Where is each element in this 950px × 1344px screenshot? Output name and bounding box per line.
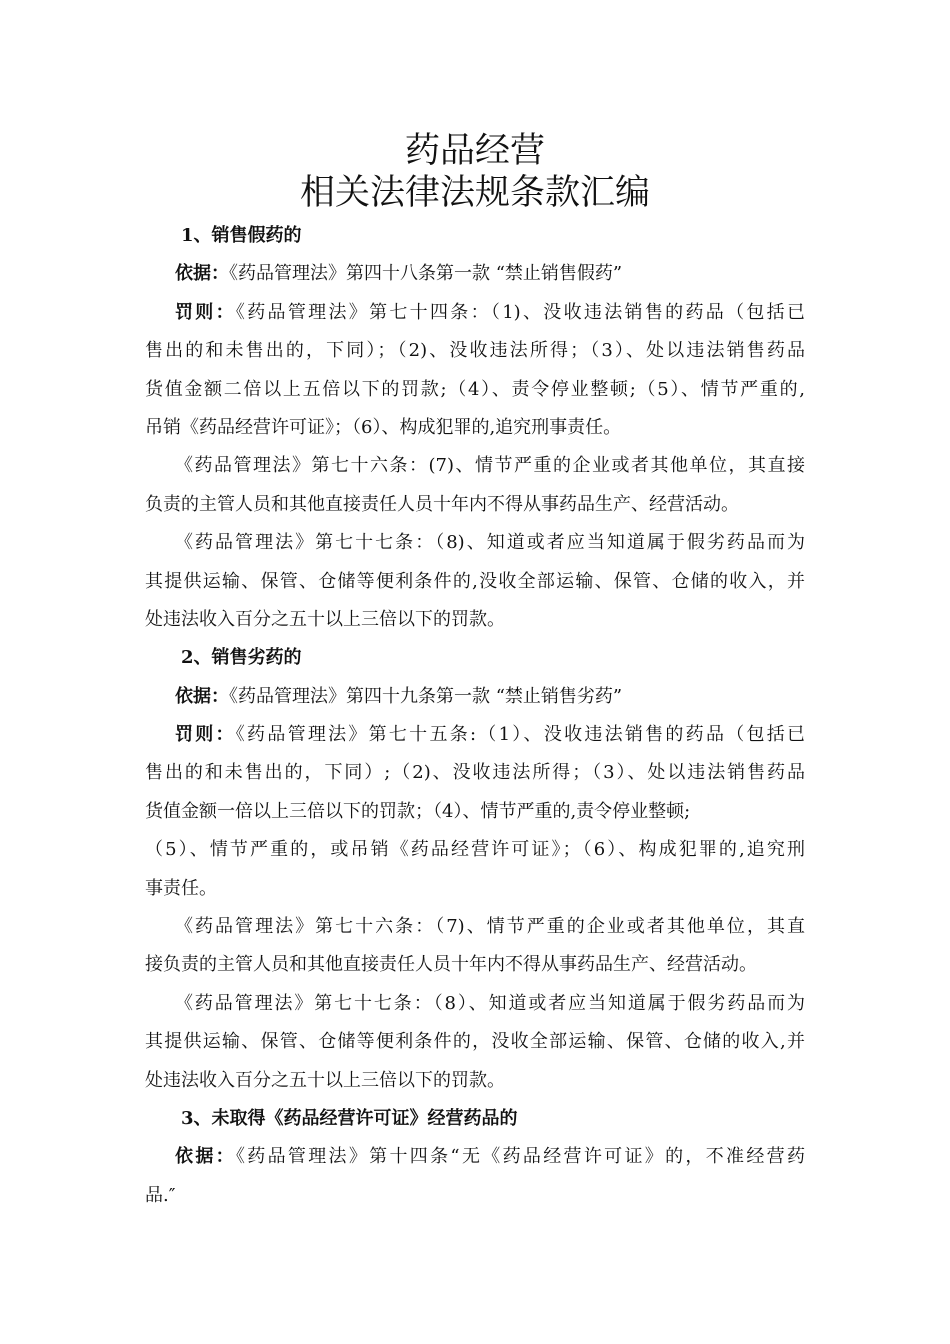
- line-text: 《药品管理法》第七十七条：（8）、知道或者应当知道属于假劣药品而为: [175, 992, 805, 1014]
- line-text: 《药品管理法》第十四条“无《药品经营许可证》的，不准经营药: [235, 1146, 806, 1168]
- paragraph-line: [145, 371, 805, 409]
- line-text: 其提供运输、保管、仓储等便利条件的，没收全部运输、保管、仓储的收入,并: [145, 1031, 805, 1053]
- paragraph-line: [145, 1062, 805, 1100]
- paragraph-line: [145, 447, 805, 485]
- document-title-line-2: 相关法律法规条款汇编: [299, 173, 650, 213]
- paragraph-line: [145, 908, 805, 946]
- line-text: 《药品管理法》第七十五条:（1）、没收违法销售的药品（包括已: [235, 724, 805, 746]
- paragraph-line: [145, 486, 805, 524]
- line-text: 负责的主管人员和其他直接责任人员十年内不得从事药品生产、经营活动。: [145, 493, 739, 515]
- paragraph-line: [145, 1177, 805, 1215]
- line-text: 处违法收入百分之五十以上三倍以下的罚款。: [145, 1069, 505, 1091]
- paragraph-line: [145, 985, 805, 1023]
- paragraph-line: [145, 870, 805, 908]
- document-title-line-1: 药品经营: [404, 131, 545, 171]
- line-text: 接负责的主管人员和其他直接责任人员十年内不得从事药品生产、经营活动。: [145, 954, 757, 976]
- line-text: 《药品管理法》第四十八条第一款 “禁止销售假药”: [229, 263, 623, 285]
- paragraph-line: [145, 601, 805, 639]
- paragraph-line: [145, 1100, 805, 1138]
- line-text: 吊销《药品经营许可证》；（6）、构成犯罪的,追究刑事责任。: [145, 416, 622, 438]
- clause-label: 依据：: [175, 1146, 236, 1168]
- paragraph-line: [145, 255, 805, 293]
- line-text: 《药品管理法》第四十九条第一款 “禁止销售劣药”: [229, 685, 623, 707]
- line-text: 货值金额二倍以上五倍以下的罚款;（4）、责令停业整顿;（5）、情节严重的,: [145, 378, 805, 400]
- paragraph-line: [145, 754, 805, 792]
- paragraph-line: [145, 563, 805, 601]
- line-text: 事责任。: [145, 877, 217, 899]
- line-text: 处违法收入百分之五十以上三倍以下的罚款。: [145, 608, 505, 630]
- clause-label: 罚则：: [175, 724, 236, 746]
- paragraph-line: [145, 793, 805, 831]
- line-text: 《药品管理法》第七十六条：(7)、情节严重的企业或者其他单位，其直接: [175, 455, 805, 477]
- line-text: 品.″: [145, 1184, 176, 1206]
- document-body: [145, 217, 805, 1215]
- paragraph-line: [145, 217, 805, 255]
- line-text: （5）、情节严重的，或吊销《药品经营许可证》；（6）、构成犯罪的,追究刑: [145, 839, 805, 861]
- line-text: 售出的和未售出的，下同）；（2)、没收违法所得；（3）、处以违法销售药品: [145, 340, 805, 362]
- line-text: 1、销售假药的: [181, 225, 302, 246]
- paragraph-line: [145, 639, 805, 677]
- line-text: 《药品管理法》第七十四条：（1)、没收违法销售的药品（包括已: [235, 301, 805, 323]
- paragraph-line: [145, 1138, 805, 1176]
- clause-label: 依据：: [175, 685, 229, 707]
- paragraph-line: [145, 1023, 805, 1061]
- paragraph-line: [145, 716, 805, 754]
- clause-label: 依据：: [175, 263, 229, 285]
- line-text: 2、销售劣药的: [181, 647, 302, 669]
- line-text: 售出的和未售出的，下同）;（2)、没收违法所得；（3）、处以违法销售药品: [145, 762, 805, 784]
- paragraph-line: [145, 831, 805, 869]
- paragraph-line: [145, 678, 805, 716]
- paragraph-line: [145, 409, 805, 447]
- line-text: 货值金额一倍以上三倍以下的罚款；（4）、情节严重的,责令停业整顿;: [145, 800, 691, 822]
- paragraph-line: [145, 332, 805, 370]
- paragraph-line: [145, 946, 805, 984]
- line-text: 3、未取得《药品经营许可证》经营药品的: [181, 1107, 518, 1129]
- clause-label: 罚则：: [175, 301, 236, 323]
- line-text: 其提供运输、保管、仓储等便利条件的,没收全部运输、保管、仓储的收入，并: [145, 570, 805, 592]
- line-text: 《药品管理法》第七十六条：（7)、情节严重的企业或者其他单位，其直: [175, 916, 805, 938]
- line-text: 《药品管理法》第七十七条：（8)、知道或者应当知道属于假劣药品而为: [175, 532, 805, 554]
- paragraph-line: [145, 294, 805, 332]
- paragraph-line: [145, 524, 805, 562]
